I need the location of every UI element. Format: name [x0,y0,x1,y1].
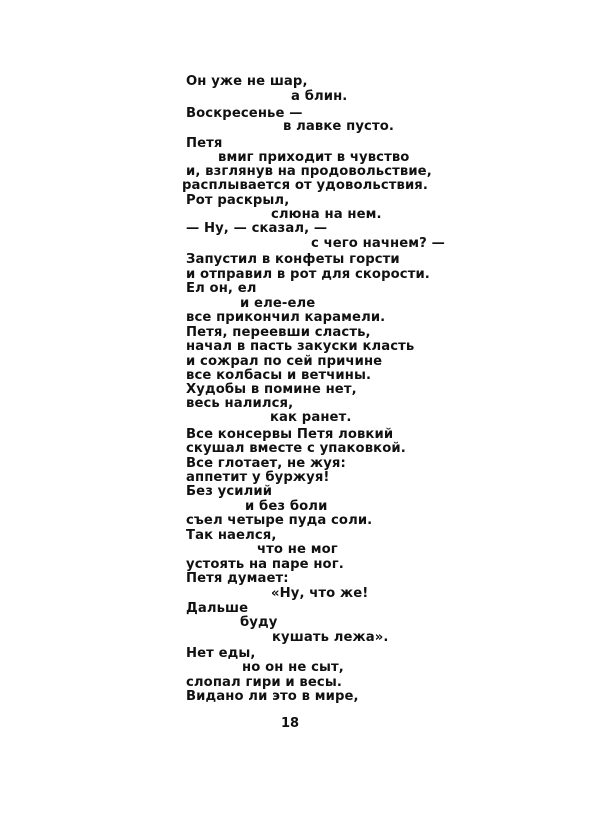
poem-line: расплывается от удовольствия. [182,178,428,193]
poem-line: Нет еды, [186,646,256,661]
poem-line: Он уже не шар, [186,74,308,89]
poem-line: Без усилий [186,484,273,499]
poem-line: как ранет. [270,410,352,425]
poem-line: Так наелся, [186,528,277,543]
poem-line: что не мог [257,542,338,557]
poem-line: Петя [186,136,223,151]
poem-line: но он не сыт, [242,660,344,675]
poem-line: — Ну, — сказал, — [186,221,328,236]
poem-line: Видано ли это в мире, [186,689,359,704]
poem-line: и, взглянув на продовольствие, [186,164,432,179]
poem-line: слюна на нем. [271,207,382,222]
poem-line: буду [240,615,278,630]
poem-line: Все глотает, не жуя: [186,456,346,471]
poem-line: Запустил в конфеты горсти [186,252,400,267]
poem-line: аппетит у буржуя! [186,470,330,485]
poem-line: а блин. [291,89,348,104]
poem-line: скушал вместе с упаковкой. [186,441,406,456]
poem-line: все прикончил карамели. [186,310,386,325]
poem-line: Воскресенье — [186,106,303,121]
poem-line: все колбасы и ветчины. [186,368,372,383]
poem-line: Петя, переевши сласть, [186,325,371,340]
poem-line: Рот раскрыл, [186,193,290,208]
poem-line: «Ну, что же! [271,586,369,601]
poem-line: вмиг приходит в чувство [218,150,410,165]
poem-line: устоять на паре ног. [186,557,344,572]
poem-line: и сожрал по сей причине [186,354,383,369]
poem-line: и без боли [245,499,328,514]
poem-line: и отправил в рот для скорости. [186,267,430,282]
poem-line: Дальше [186,601,249,616]
poem-line: Ел он, ел [186,281,257,296]
poem-line: начал в пасть закуски класть [186,339,415,354]
poem-line: и еле-еле [240,296,316,311]
poem-line: кушать лежа». [272,630,389,645]
poem-line: Все консервы Петя ловкий [186,427,394,442]
poem-line: Худобы в помине нет, [186,382,357,397]
poem-line: слопал гири и весы. [186,675,342,690]
page-number: 18 [281,716,300,731]
poem-line: съел четыре пуда соли. [186,513,373,528]
poem-line: Петя думает: [186,571,289,586]
poem-line: с чего начнем? — [311,236,445,251]
poem-line: в лавке пусто. [283,119,394,134]
poem-line: весь налился, [186,396,294,411]
